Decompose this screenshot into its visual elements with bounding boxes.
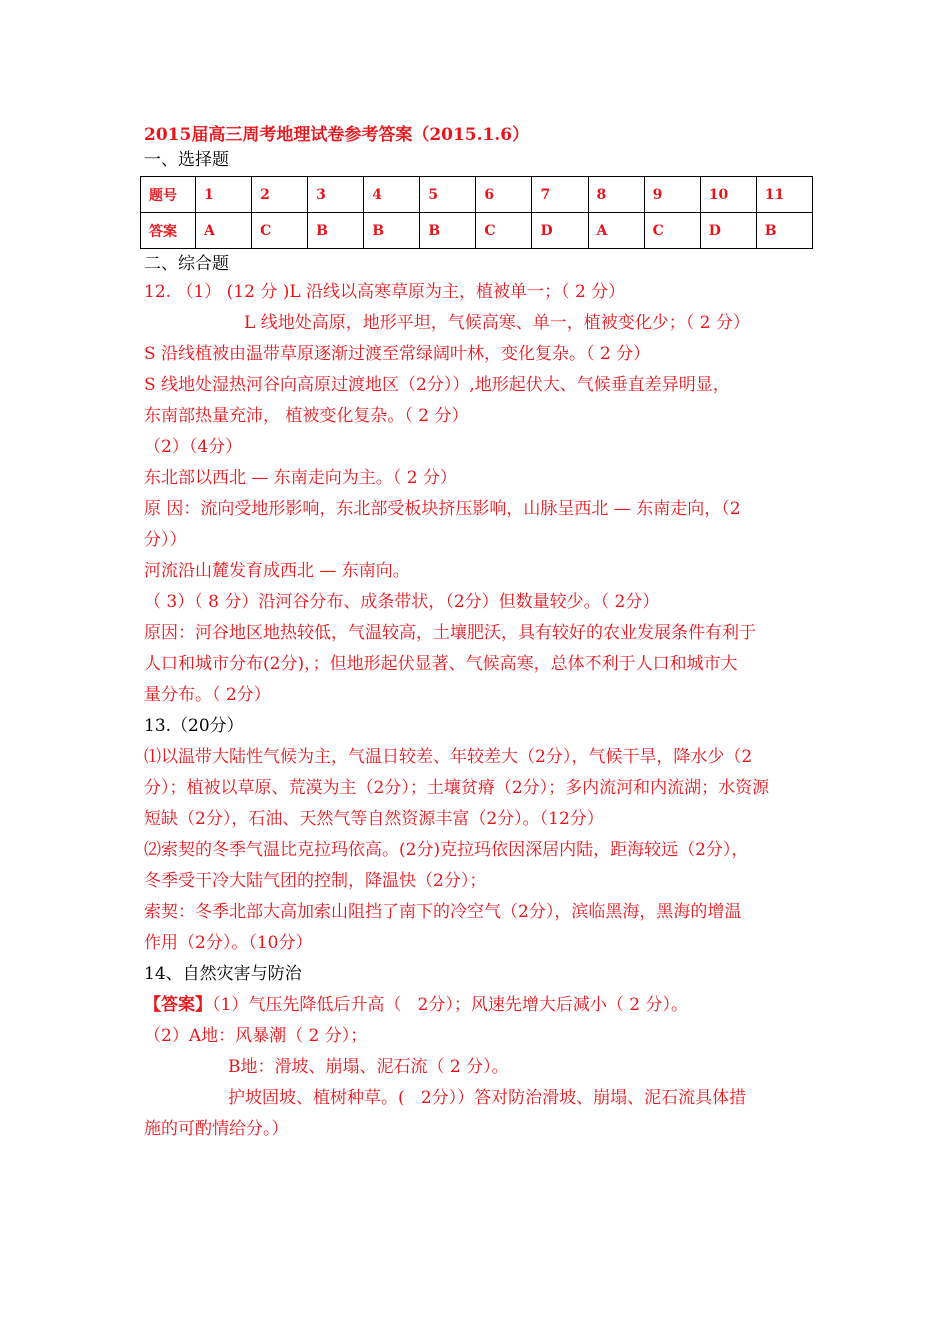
text-line: 东南部热量充沛， 植被变化复杂。（ 2 分） <box>144 406 469 426</box>
section-composite-heading: 二、综合题 <box>144 254 229 274</box>
text-line: 冬季受干冷大陆气团的控制，降温快（2分）； <box>144 871 487 891</box>
table-header-number: 题号 <box>141 177 196 213</box>
table-cell: 9 <box>644 177 700 213</box>
section-choice-heading: 一、选择题 <box>144 150 229 170</box>
table-cell: 6 <box>476 177 532 213</box>
text-line: 原因：河谷地区地热较低，气温较高，土壤肥沃，具有较好的农业发展条件有利于 <box>144 623 756 643</box>
table-header-answer: 答案 <box>141 213 196 249</box>
table-cell: 2 <box>252 177 308 213</box>
table-cell: 7 <box>532 177 588 213</box>
table-row-numbers <box>141 177 813 213</box>
text-line: 施的可酌情给分。） <box>144 1119 289 1139</box>
table-row-answers <box>141 213 813 249</box>
text-line: S 沿线植被由温带草原逐渐过渡至常绿阔叶林，变化复杂。（ 2 分） <box>144 344 651 364</box>
table-cell: C <box>644 213 700 249</box>
table-cell: A <box>196 213 252 249</box>
text-line: 人口和城市分布(2分)，；但地形起伏显著、气候高寒，总体不利于人口和城市大 <box>144 654 738 674</box>
text-line: 护坡固坡、植树种草。( 2分））答对防治滑坡、崩塌、泥石流具体措 <box>228 1088 747 1108</box>
text-line: （2）（4分） <box>144 437 243 457</box>
table-cell: 10 <box>700 177 756 213</box>
table-cell: 5 <box>420 177 476 213</box>
text-line: 分）） <box>144 530 187 550</box>
table-cell: 4 <box>364 177 420 213</box>
table-cell: B <box>420 213 476 249</box>
answer-text: （1）气压先降低后升高（ 2分）；风速先增大后减小（ 2 分）。 <box>212 995 688 1015</box>
text-line: 13.（20分） <box>144 716 244 736</box>
page-title: 2015届高三周考地理试卷参考答案（2015.1.6） <box>144 125 530 145</box>
table-cell: D <box>700 213 756 249</box>
table-cell: 1 <box>196 177 252 213</box>
text-line: B地：滑坡、崩塌、泥石流（ 2 分）。 <box>228 1057 509 1077</box>
text-line: ⑴以温带大陆性气候为主，气温日较差、年较差大（2分），气候干旱，降水少（2 <box>144 747 753 767</box>
table-cell: C <box>252 213 308 249</box>
text-line: ⑵索契的冬季气温比克拉玛依高。(2分)克拉玛依因深居内陆，距海较远（2分）， <box>144 840 749 860</box>
table-cell: 11 <box>756 177 812 213</box>
answer-label: 【答案】 <box>144 995 212 1015</box>
text-line: L 线地处高原，地形平坦，气候高寒、单一，植被变化少；（ 2 分） <box>244 313 750 333</box>
table-cell: D <box>532 213 588 249</box>
text-line: 原 因：流向受地形影响，东北部受板块挤压影响，山脉呈西北 — 东南走向，（2 <box>144 499 741 519</box>
text-line: 分）；植被以草原、荒漠为主（2分）；土壤贫瘠（2分）；多内流河和内流湖；水资源 <box>144 778 770 798</box>
text-line: 作用（2分）。（10分） <box>144 933 313 953</box>
table-cell: 3 <box>308 177 364 213</box>
text-line: 河流沿山麓发育成西北 — 东南向。 <box>144 561 410 581</box>
text-line: S 线地处湿热河谷向高原过渡地区（2分））,地形起伏大、气候垂直差异明显， <box>144 375 730 395</box>
table-cell: B <box>364 213 420 249</box>
answer-sheet <box>144 123 824 1145</box>
text-line: 东北部以西北 — 东南走向为主。（ 2 分） <box>144 468 457 488</box>
text-line: 索契：冬季北部大高加索山阻挡了南下的冷空气（2分），滨临黑海，黑海的增温 <box>144 902 742 922</box>
table-cell: C <box>476 213 532 249</box>
table-cell: 8 <box>588 177 644 213</box>
text-line: 14、自然灾害与防治 <box>144 964 302 984</box>
text-line: （2）A地：风暴潮（ 2 分）； <box>144 1026 368 1046</box>
table-cell: B <box>308 213 364 249</box>
text-line: 量分布。（ 2分） <box>144 685 271 705</box>
answer-table <box>140 176 813 249</box>
text-line: 短缺（2分），石油、天然气等自然资源丰富（2分）。（12分） <box>144 809 604 829</box>
text-line: （ 3）（ 8 分）沿河谷分布、成条带状，（2分）但数量较少。（ 2分） <box>144 592 660 612</box>
table-cell: B <box>756 213 812 249</box>
text-line: 12. （1） (12 分 )L 沿线以高寒草原为主，植被单一；（ 2 分） <box>144 282 626 302</box>
table-cell: A <box>588 213 644 249</box>
text-line <box>144 990 824 1021</box>
